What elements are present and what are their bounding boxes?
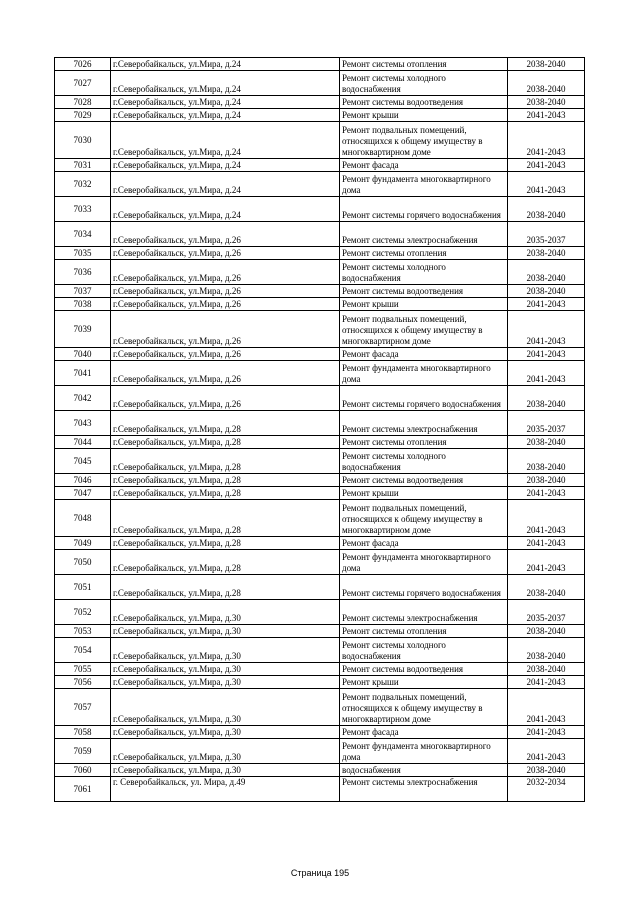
table-row — [55, 689, 585, 726]
period-cell: 2035-2037 — [508, 222, 585, 247]
period-cell: 2038-2040 — [508, 663, 585, 676]
row-number: 7039 — [55, 311, 111, 348]
work-type-cell: Ремонт системы электроснабжения — [340, 411, 508, 436]
work-type-cell: Ремонт системы водоотведения — [340, 663, 508, 676]
table-row — [55, 777, 585, 802]
work-type-cell: водоснабжения — [340, 764, 508, 777]
row-number: 7028 — [55, 96, 111, 109]
table-row — [55, 411, 585, 436]
period-cell: 2038-2040 — [508, 260, 585, 285]
row-number: 7032 — [55, 172, 111, 197]
row-number: 7059 — [55, 739, 111, 764]
period-cell: 2038-2040 — [508, 247, 585, 260]
row-number: 7036 — [55, 260, 111, 285]
period-cell: 2041-2043 — [508, 159, 585, 172]
row-number: 7061 — [55, 777, 111, 802]
row-number: 7037 — [55, 285, 111, 298]
row-number: 7031 — [55, 159, 111, 172]
row-number: 7040 — [55, 348, 111, 361]
table-row — [55, 436, 585, 449]
work-type-cell: Ремонт системы холодного водоснабжения — [340, 260, 508, 285]
work-type-cell: Ремонт крыши — [340, 487, 508, 500]
period-cell: 2041-2043 — [508, 172, 585, 197]
table-row — [55, 474, 585, 487]
period-cell: 2041-2043 — [508, 487, 585, 500]
table-row — [55, 638, 585, 663]
work-type-cell: Ремонт системы горячего водоснабжения — [340, 197, 508, 222]
row-number: 7051 — [55, 575, 111, 600]
row-number: 7055 — [55, 663, 111, 676]
address-cell: г.Северобайкальск, ул.Мира, д.30 — [111, 676, 340, 689]
table-row — [55, 739, 585, 764]
row-number: 7052 — [55, 600, 111, 625]
address-cell: г.Северобайкальск, ул.Мира, д.28 — [111, 474, 340, 487]
address-cell: г.Северобайкальск, ул.Мира, д.30 — [111, 739, 340, 764]
table-row — [55, 625, 585, 638]
table-row — [55, 500, 585, 537]
address-cell: г.Северобайкальск, ул.Мира, д.30 — [111, 764, 340, 777]
period-cell: 2041-2043 — [508, 726, 585, 739]
period-cell: 2041-2043 — [508, 689, 585, 726]
address-cell: г.Северобайкальск, ул.Мира, д.26 — [111, 386, 340, 411]
work-type-cell: Ремонт крыши — [340, 298, 508, 311]
work-type-cell: Ремонт подвальных помещений, относящихся к общему имуществу в многоквартирном доме — [340, 689, 508, 726]
table-row — [55, 449, 585, 474]
row-number: 7053 — [55, 625, 111, 638]
period-cell: 2035-2037 — [508, 600, 585, 625]
row-number: 7048 — [55, 500, 111, 537]
row-number: 7038 — [55, 298, 111, 311]
address-cell: г.Северобайкальск, ул.Мира, д.24 — [111, 159, 340, 172]
period-cell: 2038-2040 — [508, 575, 585, 600]
table-row — [55, 600, 585, 625]
address-cell: г.Северобайкальск, ул.Мира, д.26 — [111, 222, 340, 247]
capital-repair-table — [54, 57, 585, 802]
address-cell: г.Северобайкальск, ул.Мира, д.24 — [111, 71, 340, 96]
work-type-cell: Ремонт подвальных помещений, относящихся к общему имуществу в многоквартирном доме — [340, 500, 508, 537]
address-cell: г.Северобайкальск, ул.Мира, д.30 — [111, 638, 340, 663]
period-cell: 2041-2043 — [508, 361, 585, 386]
row-number: 7033 — [55, 197, 111, 222]
work-type-cell: Ремонт системы холодного водоснабжения — [340, 449, 508, 474]
work-type-cell: Ремонт фундамента многоквартирного дома — [340, 361, 508, 386]
table-row — [55, 260, 585, 285]
row-number: 7044 — [55, 436, 111, 449]
table-row — [55, 197, 585, 222]
address-cell: г. Северобайкальск, ул. Мира, д.49 — [111, 777, 340, 802]
table-row — [55, 222, 585, 247]
address-cell: г.Северобайкальск, ул.Мира, д.26 — [111, 247, 340, 260]
period-cell: 2041-2043 — [508, 311, 585, 348]
address-cell: г.Северобайкальск, ул.Мира, д.26 — [111, 285, 340, 298]
period-cell: 2041-2043 — [508, 739, 585, 764]
work-type-cell: Ремонт фасада — [340, 159, 508, 172]
address-cell: г.Северобайкальск, ул.Мира, д.24 — [111, 197, 340, 222]
period-cell: 2041-2043 — [508, 676, 585, 689]
table-row — [55, 348, 585, 361]
address-cell: г.Северобайкальск, ул.Мира, д.26 — [111, 361, 340, 386]
period-cell: 2038-2040 — [508, 474, 585, 487]
address-cell: г.Северобайкальск, ул.Мира, д.26 — [111, 260, 340, 285]
work-type-cell: Ремонт крыши — [340, 676, 508, 689]
row-number: 7035 — [55, 247, 111, 260]
period-cell: 2038-2040 — [508, 436, 585, 449]
period-cell: 2038-2040 — [508, 449, 585, 474]
work-type-cell: Ремонт системы холодного водоснабжения — [340, 638, 508, 663]
row-number: 7042 — [55, 386, 111, 411]
address-cell: г.Северобайкальск, ул.Мира, д.28 — [111, 449, 340, 474]
address-cell: г.Северобайкальск, ул.Мира, д.24 — [111, 58, 340, 71]
period-cell: 2038-2040 — [508, 197, 585, 222]
row-number: 7046 — [55, 474, 111, 487]
row-number: 7043 — [55, 411, 111, 436]
period-cell: 2041-2043 — [508, 537, 585, 550]
work-type-cell: Ремонт системы холодного водоснабжения — [340, 71, 508, 96]
work-type-cell: Ремонт фундамента многоквартирного дома — [340, 550, 508, 575]
address-cell: г.Северобайкальск, ул.Мира, д.26 — [111, 311, 340, 348]
row-number: 7027 — [55, 71, 111, 96]
work-type-cell: Ремонт крыши — [340, 109, 508, 122]
table-row — [55, 361, 585, 386]
work-type-cell: Ремонт фундамента многоквартирного дома — [340, 739, 508, 764]
row-number: 7050 — [55, 550, 111, 575]
address-cell: г.Северобайкальск, ул.Мира, д.30 — [111, 726, 340, 739]
table-row — [55, 550, 585, 575]
work-type-cell: Ремонт системы электроснабжения — [340, 600, 508, 625]
row-number: 7029 — [55, 109, 111, 122]
address-cell: г.Северобайкальск, ул.Мира, д.28 — [111, 487, 340, 500]
table-row — [55, 285, 585, 298]
period-cell: 2041-2043 — [508, 550, 585, 575]
work-type-cell: Ремонт системы отопления — [340, 247, 508, 260]
table-row — [55, 109, 585, 122]
address-cell: г.Северобайкальск, ул.Мира, д.30 — [111, 689, 340, 726]
address-cell: г.Северобайкальск, ул.Мира, д.24 — [111, 96, 340, 109]
period-cell: 2041-2043 — [508, 122, 585, 159]
period-cell: 2038-2040 — [508, 71, 585, 96]
address-cell: г.Северобайкальск, ул.Мира, д.26 — [111, 298, 340, 311]
work-type-cell: Ремонт подвальных помещений, относящихся к общему имуществу в многоквартирном доме — [340, 311, 508, 348]
period-cell: 2035-2037 — [508, 411, 585, 436]
table-row — [55, 159, 585, 172]
table-row — [55, 764, 585, 777]
work-type-cell: Ремонт фасада — [340, 348, 508, 361]
address-cell: г.Северобайкальск, ул.Мира, д.28 — [111, 500, 340, 537]
work-type-cell: Ремонт системы электроснабжения — [340, 777, 508, 802]
period-cell: 2041-2043 — [508, 298, 585, 311]
address-cell: г.Северобайкальск, ул.Мира, д.30 — [111, 663, 340, 676]
address-cell: г.Северобайкальск, ул.Мира, д.24 — [111, 109, 340, 122]
period-cell: 2041-2043 — [508, 348, 585, 361]
work-type-cell: Ремонт подвальных помещений, относящихся к общему имуществу в многоквартирном доме — [340, 122, 508, 159]
table-row — [55, 96, 585, 109]
table-body — [55, 58, 585, 802]
table-row — [55, 676, 585, 689]
address-cell: г.Северобайкальск, ул.Мира, д.28 — [111, 550, 340, 575]
work-type-cell: Ремонт системы горячего водоснабжения — [340, 386, 508, 411]
address-cell: г.Северобайкальск, ул.Мира, д.24 — [111, 172, 340, 197]
period-cell: 2038-2040 — [508, 638, 585, 663]
period-cell: 2038-2040 — [508, 764, 585, 777]
work-type-cell: Ремонт системы отопления — [340, 436, 508, 449]
work-type-cell: Ремонт системы отопления — [340, 625, 508, 638]
period-cell: 2038-2040 — [508, 386, 585, 411]
work-type-cell: Ремонт системы отопления — [340, 58, 508, 71]
table-row — [55, 487, 585, 500]
table-row — [55, 172, 585, 197]
work-type-cell: Ремонт системы горячего водоснабжения — [340, 575, 508, 600]
row-number: 7060 — [55, 764, 111, 777]
row-number: 7034 — [55, 222, 111, 247]
page-number: Страница 195 — [290, 868, 350, 878]
table-row — [55, 663, 585, 676]
table-row — [55, 386, 585, 411]
table-row — [55, 537, 585, 550]
period-cell: 2038-2040 — [508, 285, 585, 298]
row-number: 7056 — [55, 676, 111, 689]
address-cell: г.Северобайкальск, ул.Мира, д.30 — [111, 625, 340, 638]
period-cell: 2038-2040 — [508, 96, 585, 109]
address-cell: г.Северобайкальск, ул.Мира, д.28 — [111, 537, 340, 550]
work-type-cell: Ремонт фасада — [340, 537, 508, 550]
period-cell: 2041-2043 — [508, 500, 585, 537]
period-cell: 2041-2043 — [508, 109, 585, 122]
table-row — [55, 122, 585, 159]
address-cell: г.Северобайкальск, ул.Мира, д.30 — [111, 600, 340, 625]
table-row — [55, 71, 585, 96]
address-cell: г.Северобайкальск, ул.Мира, д.24 — [111, 122, 340, 159]
table-row — [55, 298, 585, 311]
work-type-cell: Ремонт системы электроснабжения — [340, 222, 508, 247]
work-type-cell: Ремонт системы водоотведения — [340, 474, 508, 487]
table-row — [55, 58, 585, 71]
work-type-cell: Ремонт фасада — [340, 726, 508, 739]
row-number: 7045 — [55, 449, 111, 474]
row-number: 7041 — [55, 361, 111, 386]
table-row — [55, 726, 585, 739]
address-cell: г.Северобайкальск, ул.Мира, д.28 — [111, 575, 340, 600]
period-cell: 2038-2040 — [508, 625, 585, 638]
table-row — [55, 311, 585, 348]
row-number: 7026 — [55, 58, 111, 71]
table-row — [55, 247, 585, 260]
work-type-cell: Ремонт системы водоотведения — [340, 285, 508, 298]
row-number: 7030 — [55, 122, 111, 159]
period-cell: 2032-2034 — [508, 777, 585, 802]
work-type-cell: Ремонт фундамента многоквартирного дома — [340, 172, 508, 197]
address-cell: г.Северобайкальск, ул.Мира, д.28 — [111, 411, 340, 436]
period-cell: 2038-2040 — [508, 58, 585, 71]
row-number: 7047 — [55, 487, 111, 500]
row-number: 7057 — [55, 689, 111, 726]
address-cell: г.Северобайкальск, ул.Мира, д.26 — [111, 348, 340, 361]
row-number: 7058 — [55, 726, 111, 739]
address-cell: г.Северобайкальск, ул.Мира, д.28 — [111, 436, 340, 449]
work-type-cell: Ремонт системы водоотведения — [340, 96, 508, 109]
table-row — [55, 575, 585, 600]
row-number: 7054 — [55, 638, 111, 663]
row-number: 7049 — [55, 537, 111, 550]
